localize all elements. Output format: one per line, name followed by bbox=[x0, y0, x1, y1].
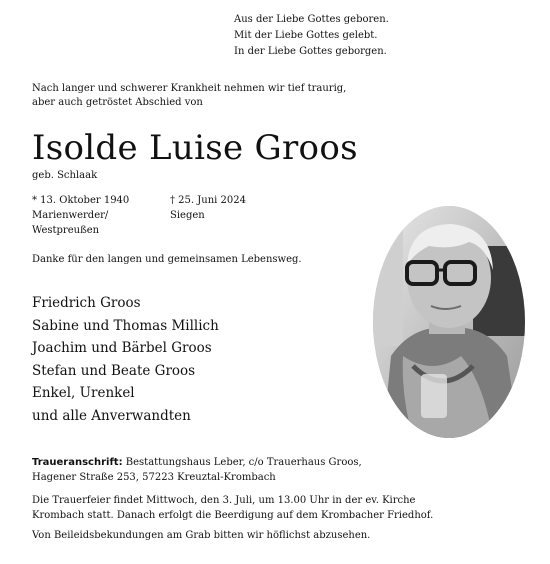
motto-line: Aus der Liebe Gottes geboren. bbox=[234, 14, 389, 25]
ceremony-info bbox=[32, 493, 492, 523]
motto-verse bbox=[234, 12, 389, 60]
ceremony-line: Krombach statt. Danach erfolgt die Beerdigung auf dem Krombacher Friedhof. bbox=[32, 510, 434, 521]
family-member: und alle Anverwandten bbox=[32, 407, 191, 424]
thanks-line: Danke für den langen und gemeinsamen Lebensweg. bbox=[32, 254, 302, 265]
maiden-name: geb. Schlaak bbox=[32, 170, 98, 181]
birth-place: Marienwerder/ bbox=[32, 210, 109, 221]
family-member: Stefan und Beate Groos bbox=[32, 362, 196, 379]
birth-date: * 13. Oktober 1940 bbox=[32, 195, 130, 206]
portrait-photo bbox=[373, 206, 525, 438]
motto-line: In der Liebe Gottes geborgen. bbox=[234, 46, 387, 57]
address-label: Traueranschrift: bbox=[32, 457, 123, 468]
condolence-note: Von Beileidsbekundungen am Grab bitten wir höflichst abzusehen. bbox=[32, 530, 371, 541]
death-info bbox=[170, 193, 246, 223]
portrait-illustration bbox=[373, 206, 525, 438]
intro-line: aber auch getröstet Abschied von bbox=[32, 97, 203, 108]
mourning-address bbox=[32, 455, 362, 485]
motto-line: Mit der Liebe Gottes gelebt. bbox=[234, 30, 378, 41]
family-list bbox=[32, 292, 219, 427]
intro-line: Nach langer und schwerer Krankheit nehmen wir tief traurig, bbox=[32, 83, 347, 94]
ceremony-line: Die Trauerfeier findet Mittwoch, den 3. Juli, um 13.00 Uhr in der ev. Kirche bbox=[32, 495, 416, 506]
death-place: Siegen bbox=[170, 210, 205, 221]
birth-place-region: Westpreußen bbox=[32, 225, 100, 236]
address-line-1 bbox=[32, 455, 362, 470]
birth-info bbox=[32, 193, 129, 238]
address-line-2: Hagener Straße 253, 57223 Kreuztal-Krombach bbox=[32, 472, 276, 483]
deceased-name: Isolde Luise Groos bbox=[32, 128, 358, 168]
family-member: Joachim und Bärbel Groos bbox=[32, 340, 212, 356]
family-member: Friedrich Groos bbox=[32, 295, 141, 311]
family-member: Enkel, Urenkel bbox=[32, 385, 135, 401]
death-date: † 25. Juni 2024 bbox=[170, 195, 246, 206]
address-recipient: Bestattungshaus Leber, c/o Trauerhaus Groos, bbox=[122, 457, 362, 468]
intro-text bbox=[32, 82, 346, 110]
family-member: Sabine und Thomas Millich bbox=[32, 317, 219, 334]
